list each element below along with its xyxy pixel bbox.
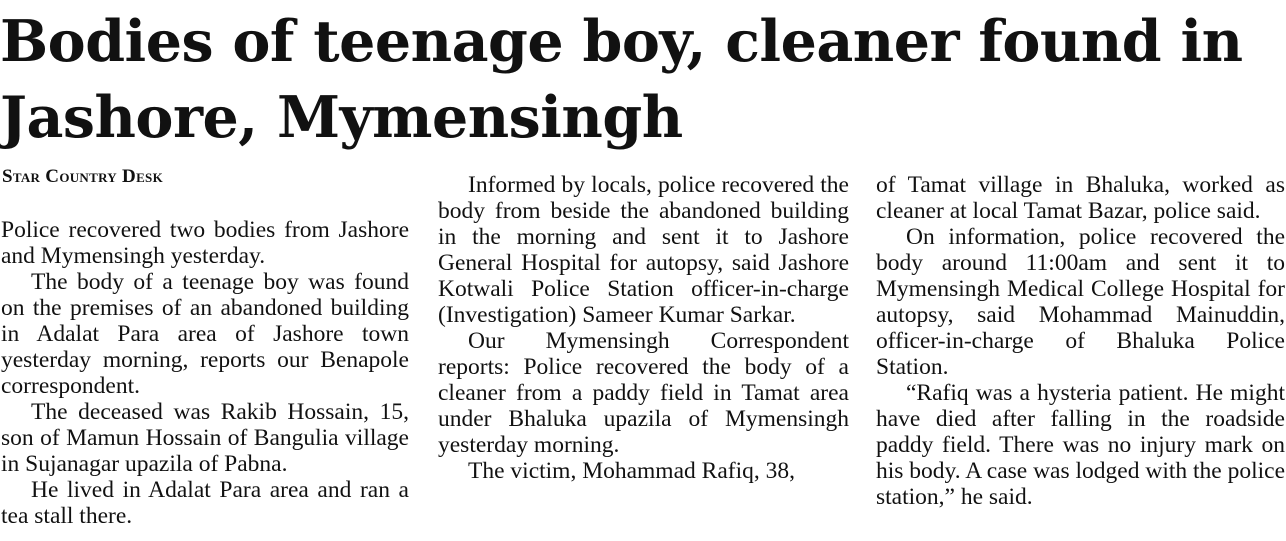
paragraph: The deceased was Rakib Hossain, 15, son of Mamun Hossain of Bangulia village in Sujanagar upazila of Pabna. <box>1 399 409 477</box>
paragraph: Our Mymensingh Correspondent reports: Police recovered the body of a cleaner from a paddy field in Tamat area under Bhaluka upazila of Mymensingh yesterday morning. <box>438 328 849 458</box>
paragraph: of Tamat village in Bhaluka, worked as cleaner at local Tamat Bazar, police said. <box>876 172 1285 224</box>
paragraph: Informed by locals, police recovered the body from beside the abandoned building in the morning and sent it to Jashore General Hospital for autopsy, said Jashore Kotwali Police Station officer-in-charge (Investigation) Sameer Kumar Sarkar. <box>438 172 849 328</box>
article-column-3 <box>876 172 1285 510</box>
paragraph: On information, police recovered the body around 11:00am and sent it to Mymensingh Medical College Hospital for autopsy, said Mohammad Mainuddin, officer-in-charge of Bhaluka Police Station. <box>876 224 1285 380</box>
paragraph: “Rafiq was a hysteria patient. He might have died after falling in the roadside paddy field. There was no injury mark on his body. A case was lodged with the police station,” he said. <box>876 380 1286 510</box>
paragraph: The victim, Mohammad Rafiq, 38, <box>468 458 795 484</box>
article-column-2 <box>438 172 849 484</box>
byline: Star Country Desk <box>2 166 163 187</box>
paragraph: The body of a teenage boy was found on the premises of an abandoned building in Adalat Para area of Jashore town yesterday morning, reports our Benapole correspondent. <box>1 269 409 399</box>
headline: Bodies of teenage boy, cleaner found in Jashore, Mymensingh <box>0 8 1243 151</box>
paragraph: Police recovered two bodies from Jashore and Mymensingh yesterday. <box>1 217 409 269</box>
paragraph: He lived in Adalat Para area and ran a tea stall there. <box>1 477 409 529</box>
article-column-1 <box>1 217 409 529</box>
